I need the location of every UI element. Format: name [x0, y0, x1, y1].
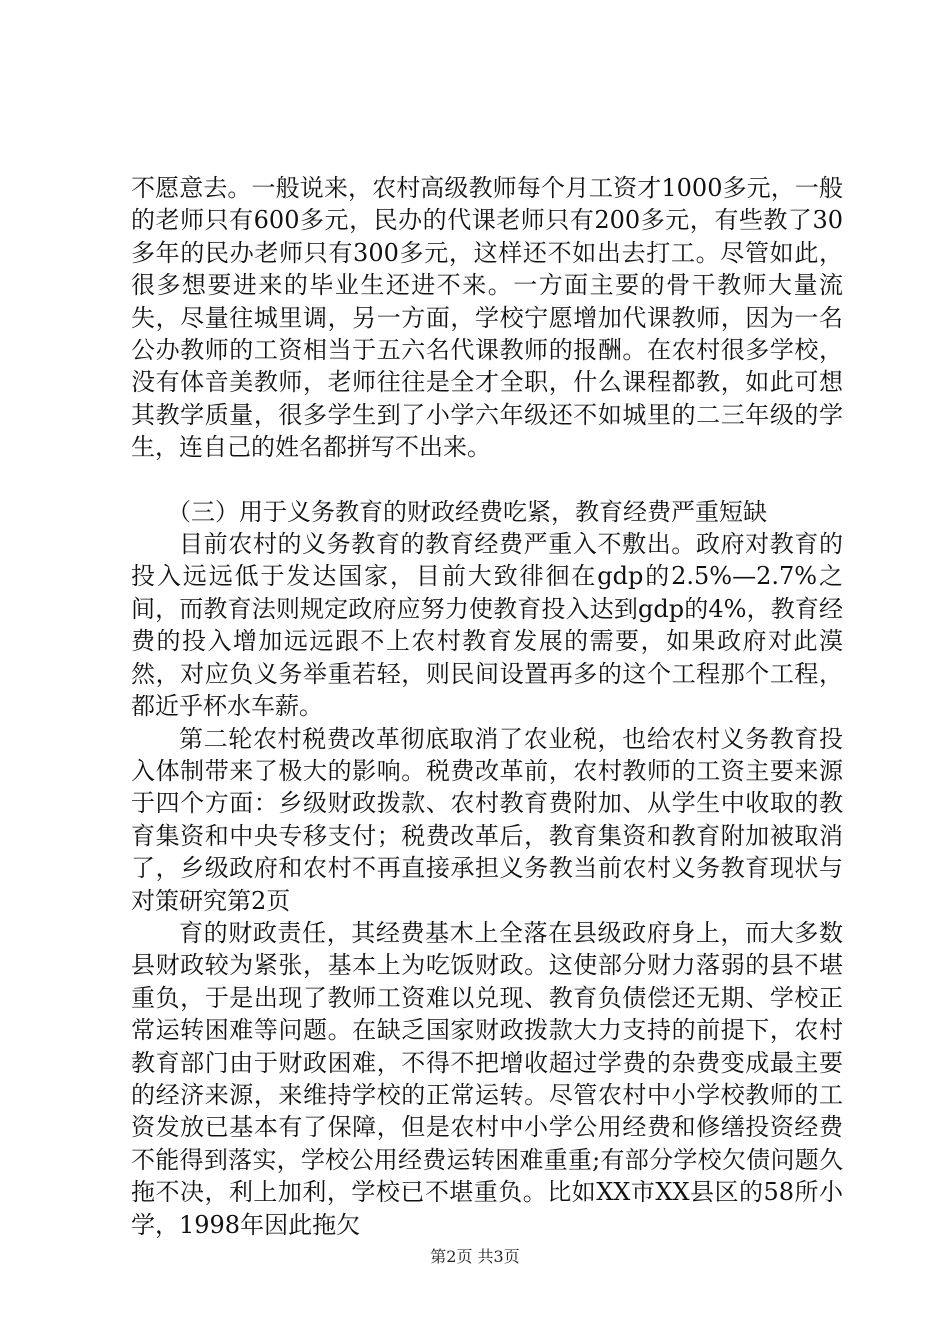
document-body [131, 172, 843, 1241]
body-paragraph: 第二轮农村税费改革彻底取消了农业税，也给农村义务教育投入体制带来了极大的影响。税费改革前，农村教师的工资主要来源于四个方面：乡级财政拨款、农村教育费附加、从学生中收取的教育集资和中央专移支付；税费改革后，教育集资和教育附加被取消了，乡级政府和农村不再直接承担义务教当前农村义务教育现状与对策研究第2页 [131, 724, 843, 915]
body-paragraph: 目前农村的义务教育的教育经费严重入不敷出。政府对教育的投入远远低于发达国家，目前大致徘徊在gdp的2.5%—2.7%之间，而教育法则规定政府应努力使教育投入达到gdp的4%，教育经费的投入增加远远跟不上农村教育发展的需要，如果政府对此漠然，对应负义务举重若轻，则民间设置再多的这个工程那个工程，都近乎杯水车薪。 [131, 530, 843, 721]
page-footer: 第2页 共3页 [430, 1247, 520, 1266]
body-paragraph-continued: 不愿意去。一般说来，农村高级教师每个月工资才1000多元，一般的老师只有600多元，民办的代课老师只有200多元，有些教了30多年的民办老师只有300多元，这样还不如出去打工。尽管如此，很多想要进来的毕业生还进不来。一方面主要的骨干教师大量流失，尽量往城里调，另一方面，学校宁愿增加代课教师，因为一名公办教师的工资相当于五六名代课教师的报酬。在农村很多学校，没有体音美教师，老师往往是全才全职，什么课程都教，如此可想其教学质量，很多学生到了小学六年级还不如城里的二三年级的学生，连自己的姓名都拼写不出来。 [131, 174, 843, 462]
section-heading: （三）用于义务教育的财政经费吃紧，教育经费严重短缺 [167, 497, 767, 526]
body-paragraph: 育的财政责任，其经费基木上全落在县级政府身上，而大多数县财政较为紧张，基本上为吃饭财政。这使部分财力落弱的县不堪重负，于是出现了教师工资难以兑现、教育负债偿还无期、学校正常运转困难等问题。在缺乏国家财政拨款大力支持的前提下，农村教育部门由于财政困难，不得不把增收超过学费的杂费变成最主要的经济来源，来维持学校的正常运转。尽管农村中小学校教师的工资发放已基本有了保障，但是农村中小学公用经费和修缮投资经费不能得到落实，学校公用经费运转困难重重;有部分学校欠债问题久拖不决，利上加利，学校已不堪重负。比如XX市XX县区的58所小学，1998年因此拖欠 [131, 918, 843, 1239]
paragraph-gap [131, 464, 843, 496]
